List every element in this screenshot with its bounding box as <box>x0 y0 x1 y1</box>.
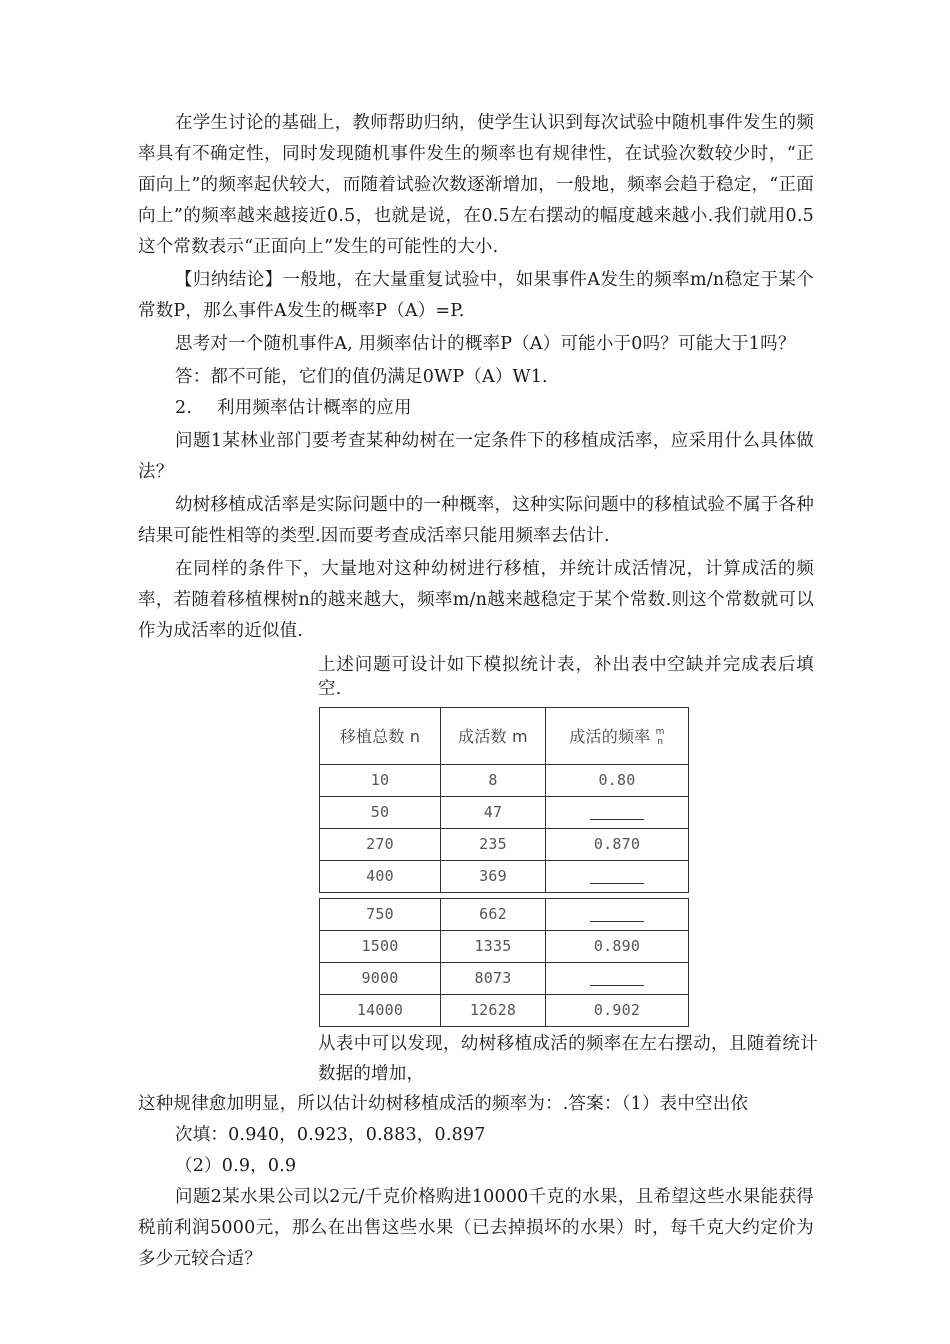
cell-survived <box>440 797 545 829</box>
header-frequency <box>545 708 688 765</box>
cell-value: 235 <box>479 835 507 853</box>
fraction-denominator: n <box>657 737 664 747</box>
cell-frequency <box>545 861 688 893</box>
cell-value: 8073 <box>474 969 512 987</box>
header-frequency-label: 成活的频率 <box>569 726 651 746</box>
fraction-numerator: m <box>655 727 665 737</box>
paragraph-conclusion: 【归纳结论】一般地，在大量重复试验中，如果事件A发生的频率m/n稳定于某个常数P，那么事件A发生的概率P（A）=P. <box>138 270 814 321</box>
cell-value: 50 <box>370 803 390 821</box>
cell-total <box>320 829 441 861</box>
fraction-m-over-n <box>656 727 665 747</box>
cell-value: 0.870 <box>593 835 641 853</box>
cell-frequency <box>545 829 688 861</box>
cell-value: 14000 <box>356 1001 404 1019</box>
cell-survived <box>440 899 545 931</box>
cell-value: 369 <box>479 867 507 885</box>
cell-value: 662 <box>479 905 507 923</box>
header-total: 移植总数 n <box>320 708 441 765</box>
cell-total <box>320 963 441 995</box>
cell-total <box>320 765 441 797</box>
cell-value: 12628 <box>469 1001 517 1019</box>
table-row <box>320 797 689 829</box>
cell-survived <box>440 765 545 797</box>
blank-fill-line <box>590 907 644 922</box>
cell-value: 0.902 <box>593 1001 641 1019</box>
table-row <box>320 931 689 963</box>
cell-value: 47 <box>483 803 503 821</box>
paragraph-observation-cont: 这种规律愈加明显，所以估计幼树移植成活的频率为：.答案：（1）表中空出依 <box>138 1094 749 1114</box>
cell-value: 1335 <box>474 937 512 955</box>
table-row <box>320 765 689 797</box>
paragraph-question-1: 问题1某林业部门要考查某种幼树在一定条件下的移植成活率，应采用什么具体做法？ <box>138 431 814 482</box>
paragraph-answer: 答：都不可能，它们的值仍满足0WP（A）W1. <box>175 367 548 387</box>
cell-total <box>320 797 441 829</box>
cell-value: 750 <box>366 905 394 923</box>
cell-frequency <box>545 963 688 995</box>
cell-survived <box>440 963 545 995</box>
paragraph-method: 在同样的条件下，大量地对这种幼树进行移植，并统计成活情况，计算成活的频率，若随着移植棵树n的越来越大，频率m/n越来越稳定于某个常数.则这个常数就可以作为成活率的近似值. <box>138 559 814 641</box>
paragraph-table-intro: 上述问题可设计如下模拟统计表，补出表中空缺并完成表后填空. <box>318 655 814 699</box>
table-row <box>320 995 689 1027</box>
cell-survived <box>440 861 545 893</box>
cell-total <box>320 861 441 893</box>
paragraph-thinking: 思考对一个随机事件A, 用频率估计的概率P（A）可能小于0吗？可能大于1吗？ <box>175 334 796 354</box>
table-row <box>320 963 689 995</box>
cell-value: 400 <box>366 867 394 885</box>
cell-value: 9000 <box>361 969 399 987</box>
section-number: 2. <box>175 398 193 418</box>
paragraph-question-2: 问题2某水果公司以2元/千克价格购进10000千克的水果，且希望这些水果能获得税前利润5000元，那么在出售这些水果（已去掉损坏的水果）时，每千克大约定价为多少元较合适？ <box>138 1187 814 1269</box>
cell-value: 0.80 <box>598 771 636 789</box>
blank-fill-line <box>590 971 644 986</box>
statistics-table <box>319 707 689 1027</box>
table-row <box>320 829 689 861</box>
cell-survived <box>440 995 545 1027</box>
cell-value: 0.890 <box>593 937 641 955</box>
observation-line-1: 从表中可以发现，幼树移植成活的频率在左右摆动，且随着统计数据的增加， <box>318 1034 818 1084</box>
paragraph-fill-answers: 次填：0.940，0.923，0.883，0.897 <box>175 1125 486 1145</box>
cell-frequency <box>545 995 688 1027</box>
table-row <box>320 861 689 893</box>
cell-value: 8 <box>488 771 498 789</box>
paragraph-summary: 在学生讨论的基础上，教师帮助归纳，使学生认识到每次试验中随机事件发生的频率具有不确定性，同时发现随机事件发生的频率也有规律性，在试验次数较少时，“正面向上”的频率起伏较大，而随着试验次数逐渐增加，一般地，频率会趋于稳定，“正面向上”的频率越来越接近0.5，也就是说，在0.5左右摆动的幅度越来越小.我们就用0.5这个常数表示“正面向上”发生的可能性的大小. <box>138 113 814 257</box>
cell-frequency <box>545 899 688 931</box>
cell-value: 270 <box>366 835 394 853</box>
cell-survived <box>440 931 545 963</box>
paragraph-answer-2: （2）0.9，0.9 <box>175 1156 297 1176</box>
blank-fill-line <box>590 869 644 884</box>
cell-total <box>320 931 441 963</box>
statistics-table-image <box>319 707 691 1027</box>
section-title: 利用频率估计概率的应用 <box>217 398 412 418</box>
paragraph-observation <box>138 1029 818 1089</box>
cell-frequency <box>545 765 688 797</box>
cell-total <box>320 995 441 1027</box>
blank-fill-line <box>590 805 644 820</box>
cell-survived <box>440 829 545 861</box>
section-heading <box>138 393 814 424</box>
cell-total <box>320 899 441 931</box>
table-row <box>320 899 689 931</box>
cell-frequency <box>545 931 688 963</box>
cell-value: 1500 <box>361 937 399 955</box>
cell-value: 10 <box>370 771 390 789</box>
paragraph-explanation: 幼树移植成活率是实际问题中的一种概率，这种实际问题中的移植试验不属于各种结果可能性相等的类型.因而要考查成活率只能用频率去估计. <box>138 495 814 546</box>
header-survived: 成活数 m <box>440 708 545 765</box>
document-page <box>138 108 818 1275</box>
cell-frequency <box>545 797 688 829</box>
